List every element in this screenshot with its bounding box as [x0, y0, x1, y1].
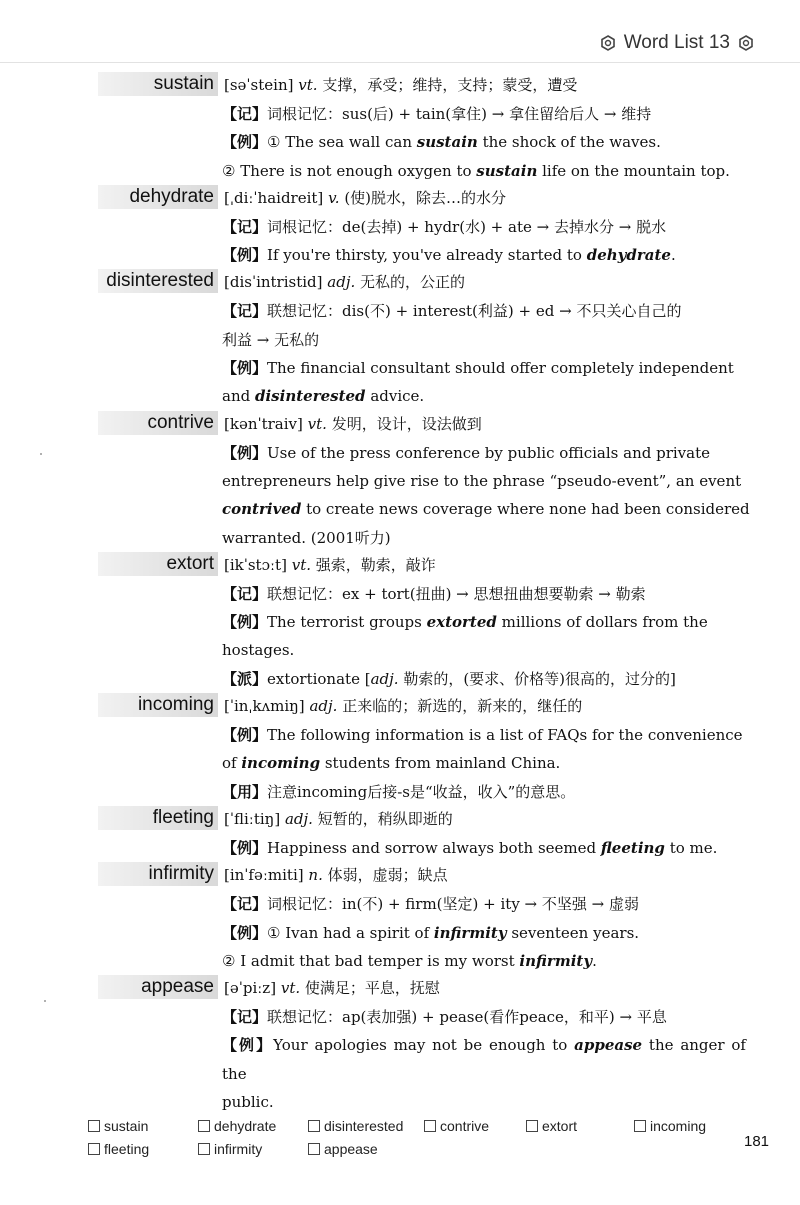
- line-text: 勒索的，(要求、价格等)很高的，过分的]: [398, 669, 676, 688]
- meaning: 使满足；平息，抚慰: [304, 979, 440, 998]
- headword: dehydrate: [98, 185, 218, 209]
- keyword: infirmity: [519, 951, 593, 970]
- line-text: 词根记忆：sus(后) + tain(拿住) → 拿住留给后人 → 维持: [267, 105, 652, 123]
- definition: [224, 806, 453, 832]
- word-entry: [0, 693, 800, 806]
- word-entry: [0, 411, 800, 552]
- keyword: sustain: [416, 133, 478, 152]
- checklist-item[interactable]: [424, 1118, 489, 1134]
- entry-line: [222, 100, 746, 128]
- page-number: 181: [744, 1133, 770, 1150]
- entry-line: [222, 721, 746, 749]
- line-text: ② I admit that bad temper is my worst: [222, 951, 520, 970]
- keyword: dehydrate: [586, 246, 671, 265]
- meaning: 强索，勒索，敲诈: [315, 555, 436, 574]
- section-tag: 【记】: [222, 302, 268, 321]
- definition: [224, 72, 577, 98]
- entry-head: [0, 862, 800, 890]
- line-text: .: [670, 246, 676, 265]
- meaning: 无私的，公正的: [360, 273, 466, 292]
- entry-head: [0, 552, 800, 580]
- definition: [224, 552, 436, 578]
- phonetic: [ikˈstɔːt]: [224, 555, 287, 574]
- keyword: contrived: [222, 500, 302, 519]
- entry-line: [222, 495, 750, 523]
- line-text: 联想记忆：ex + tort(扭曲) → 思想扭曲想要勒索 → 勒索: [267, 584, 646, 603]
- headword: appease: [98, 975, 218, 999]
- line-text: and: [222, 387, 255, 406]
- section-tag: 【记】: [222, 895, 268, 914]
- part-of-speech: adj.: [327, 273, 356, 292]
- phonetic: [səˈstein]: [224, 76, 294, 94]
- definition: [224, 862, 448, 888]
- entry-head: [0, 806, 800, 834]
- entry-line: [222, 580, 746, 608]
- keyword: extorted: [426, 613, 497, 632]
- line-text: If you're thirsty, you've already started to: [267, 246, 587, 265]
- entry-line: [222, 128, 746, 156]
- entry-head: [0, 269, 800, 297]
- checklist-item[interactable]: [308, 1118, 403, 1134]
- word-entry: [0, 552, 800, 693]
- entry-head: [0, 975, 800, 1003]
- checklist-label: sustain: [104, 1118, 149, 1134]
- definition: [224, 269, 465, 295]
- word-entry: [0, 975, 800, 1116]
- entry-line: [222, 778, 746, 806]
- entry-head: [0, 185, 800, 213]
- word-entry: [0, 269, 800, 410]
- section-tag: 【记】: [222, 1008, 268, 1027]
- phonetic: [ˈinˌkʌmiŋ]: [224, 697, 305, 716]
- line-text: seventeen years.: [506, 923, 640, 942]
- checklist-label: contrive: [440, 1118, 490, 1134]
- keyword: infirmity: [433, 923, 507, 942]
- line-text: 注意incoming后接-s是“收益，收入”的意思。: [267, 782, 576, 801]
- entry-line: [222, 1031, 746, 1088]
- line-text: to create news coverage where none had been considered: [301, 500, 750, 519]
- headword: infirmity: [98, 862, 218, 886]
- phonetic: [ˈfliːtiŋ]: [224, 809, 281, 828]
- section-tag: 【例】: [222, 359, 268, 378]
- headword: disinterested: [98, 269, 218, 293]
- headword: fleeting: [98, 806, 218, 830]
- entry-line: [222, 241, 746, 269]
- line-text: life on the mountain top.: [537, 161, 730, 180]
- checklist-label: dehydrate: [214, 1118, 277, 1134]
- line-text: 联想记忆：dis(不) + interest(利益) + ed → 不只关心自己的: [267, 302, 682, 321]
- line-text: The terrorist groups: [267, 613, 427, 632]
- entry-line: [222, 947, 746, 975]
- checklist-item[interactable]: [88, 1141, 149, 1157]
- line-text: ① Ivan had a spirit of: [267, 923, 434, 942]
- checkbox[interactable]: [526, 1120, 538, 1132]
- checklist-label: appease: [324, 1141, 378, 1157]
- part-of-speech: vt.: [291, 555, 311, 574]
- line-text: hostages.: [222, 641, 295, 660]
- part-of-speech: adj.: [309, 697, 338, 716]
- line-text: public.: [222, 1093, 274, 1112]
- line-text: to me.: [664, 838, 718, 857]
- line-text: The following information is a list of FAQs for the convenience: [267, 726, 743, 745]
- headword: extort: [98, 552, 218, 576]
- checkbox[interactable]: [424, 1120, 436, 1132]
- entry-head: [0, 693, 800, 721]
- checklist-label: extort: [542, 1118, 578, 1134]
- line-text: 利益 → 无私的: [222, 330, 320, 349]
- part-of-speech: v.: [328, 188, 340, 207]
- section-tag: 【例】: [222, 838, 268, 857]
- checklist-item[interactable]: [198, 1118, 276, 1134]
- line-text: ② There is not enough oxygen to: [222, 161, 477, 180]
- checkbox[interactable]: [88, 1120, 100, 1132]
- section-tag: 【例】: [222, 133, 268, 152]
- phonetic: [kənˈtraiv]: [224, 414, 303, 433]
- entry-line: [222, 467, 746, 495]
- meaning: 短暂的，稍纵即逝的: [317, 809, 453, 828]
- phonetic: [inˈfəːmiti]: [224, 866, 304, 885]
- section-tag: 【例】: [222, 923, 268, 942]
- line-text: .: [592, 951, 597, 970]
- section-tag: 【记】: [222, 105, 268, 123]
- checklist-item[interactable]: [88, 1118, 148, 1134]
- part-of-speech: adj.: [284, 809, 313, 828]
- keyword: disinterested: [254, 387, 366, 406]
- checkbox[interactable]: [198, 1143, 210, 1155]
- line-text: the shock of the waves.: [477, 133, 661, 152]
- meaning: (使)脱水，除去…的水分: [344, 188, 507, 207]
- part-of-speech: vt.: [280, 979, 301, 998]
- meaning: 体弱，虚弱；缺点: [327, 866, 448, 885]
- section-tag: 【例】: [222, 246, 268, 265]
- line-text: entrepreneurs help give rise to the phrase “pseudo-event”, an event: [222, 471, 742, 490]
- part-of-speech: adj.: [370, 669, 399, 688]
- keyword: incoming: [241, 754, 321, 773]
- section-tag: 【记】: [222, 217, 268, 236]
- part-of-speech: vt.: [298, 76, 318, 94]
- line-text: Use of the press conference by public officials and private: [267, 443, 710, 462]
- entry-line: [222, 354, 746, 382]
- checkbox[interactable]: [88, 1143, 100, 1155]
- line-text: warranted. (2001听力): [222, 528, 391, 547]
- line-text: millions of dollars from the: [496, 613, 708, 632]
- keyword: sustain: [476, 161, 538, 180]
- meaning: 支撑，承受；维持，支持；蒙受，遭受: [322, 76, 578, 94]
- entry-line: [222, 919, 746, 947]
- checkbox[interactable]: [308, 1120, 320, 1132]
- section-tag: 【例】: [222, 613, 268, 632]
- entry-head: [0, 72, 800, 100]
- checklist-label: incoming: [650, 1118, 707, 1134]
- entry-line: [222, 213, 746, 241]
- entry-line: [222, 297, 746, 325]
- section-tag: 【派】: [222, 669, 268, 688]
- entry-line: [222, 326, 746, 354]
- line-text: Happiness and sorrow always both seemed: [267, 838, 601, 857]
- definition: [224, 693, 582, 719]
- entry-line: [222, 749, 746, 777]
- line-text: advice.: [365, 387, 425, 406]
- meaning: 发明，设计，设法做到: [331, 414, 482, 433]
- checklist-item[interactable]: [198, 1141, 262, 1157]
- entry-line: [222, 439, 746, 467]
- section-tag: 【用】: [222, 782, 268, 801]
- line-text: students from mainland China.: [320, 754, 561, 773]
- definition: [224, 975, 440, 1001]
- entry-head: [0, 411, 800, 439]
- line-text: extortionate [: [267, 669, 371, 688]
- hexagon-ring-icon: [600, 35, 616, 51]
- word-list-title: Word List 13: [623, 32, 730, 53]
- hexagon-ring-icon: [738, 35, 754, 51]
- page-header: [600, 28, 754, 58]
- meaning: 正来临的；新选的，新来的，继任的: [342, 697, 583, 716]
- headword: incoming: [98, 693, 218, 717]
- phonetic: [ˌdiːˈhaidreit]: [224, 188, 324, 207]
- checkbox[interactable]: [198, 1120, 210, 1132]
- phonetic: [disˈintristid]: [224, 273, 323, 292]
- line-text: the anger of the: [222, 1036, 746, 1083]
- word-entries: [0, 72, 800, 1116]
- line-text: ① The sea wall can: [267, 133, 417, 152]
- checklist-label: infirmity: [214, 1141, 263, 1157]
- entry-line: [222, 524, 746, 552]
- entry-line: [222, 1088, 746, 1116]
- line-text: 词根记忆：in(不) + firm(坚定) + ity → 不坚强 → 虚弱: [267, 895, 639, 914]
- section-tag: 【例】: [222, 726, 268, 745]
- entry-line: [222, 890, 746, 918]
- line-text: of: [222, 754, 242, 773]
- checklist-item[interactable]: [526, 1118, 577, 1134]
- word-entry: [0, 185, 800, 270]
- line-text: 联想记忆：ap(表加强) + pease(看作peace，和平) → 平息: [267, 1008, 667, 1027]
- definition: [224, 185, 506, 211]
- checklist-label: disinterested: [324, 1118, 404, 1134]
- entry-line: [222, 636, 746, 664]
- section-tag: 【例】: [222, 1036, 274, 1055]
- line-text: 词根记忆：de(去掉) + hydr(水) + ate → 去掉水分 → 脱水: [267, 217, 667, 236]
- checkbox[interactable]: [308, 1143, 320, 1155]
- entry-line: [222, 608, 746, 636]
- word-entry: [0, 72, 800, 185]
- keyword: appease: [574, 1036, 643, 1055]
- checklist-label: fleeting: [104, 1141, 150, 1157]
- entry-line: [222, 665, 746, 693]
- entry-line: [222, 1003, 746, 1031]
- word-entry: [0, 862, 800, 975]
- word-entry: [0, 806, 800, 862]
- keyword: fleeting: [600, 838, 665, 857]
- entry-line: [222, 382, 746, 410]
- part-of-speech: vt.: [307, 414, 327, 433]
- line-text: Your apologies may not be enough to: [273, 1036, 575, 1055]
- checkbox[interactable]: [634, 1120, 646, 1132]
- headword: contrive: [98, 411, 218, 435]
- header-divider: [0, 62, 800, 63]
- section-tag: 【例】: [222, 443, 268, 462]
- checklist-item[interactable]: [634, 1118, 706, 1134]
- section-tag: 【记】: [222, 584, 268, 603]
- entry-line: [222, 834, 746, 862]
- line-text: The financial consultant should offer completely independent: [267, 359, 734, 378]
- part-of-speech: n.: [308, 866, 323, 885]
- phonetic: [əˈpiːz]: [224, 979, 277, 998]
- definition: [224, 411, 482, 437]
- headword: sustain: [98, 72, 218, 96]
- checklist-item[interactable]: [308, 1141, 378, 1157]
- entry-line: [222, 157, 746, 185]
